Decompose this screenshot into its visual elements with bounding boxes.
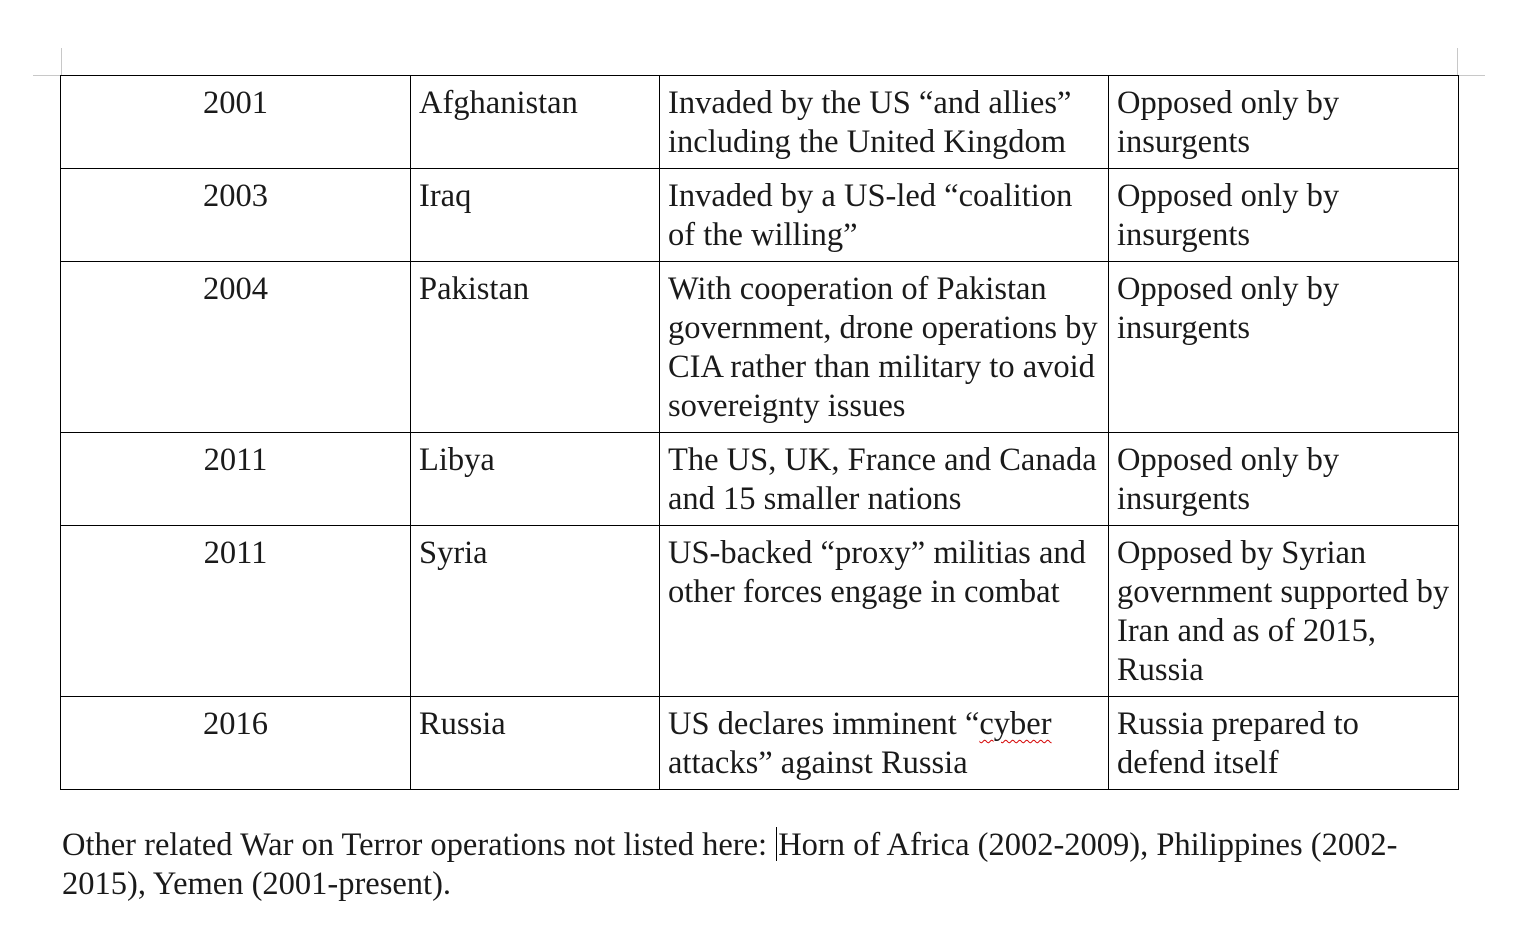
opposition-cell[interactable]: Opposed only by insurgents [1109, 262, 1459, 433]
opposition-cell[interactable]: Opposed by Syrian government supported by Iran and as of 2015, Russia [1109, 526, 1459, 697]
table-row [61, 433, 1459, 526]
action-cell[interactable]: Invaded by a US-led “coalition of the willing” [660, 169, 1109, 262]
footnote-paragraph[interactable] [62, 826, 1452, 904]
action-cell[interactable]: Invaded by the US “and allies” including the United Kingdom [660, 76, 1109, 169]
year-cell[interactable]: 2011 [61, 433, 411, 526]
opposition-cell[interactable]: Opposed only by insurgents [1109, 76, 1459, 169]
opposition-cell[interactable]: Russia prepared to defend itself [1109, 697, 1459, 790]
opposition-cell[interactable]: Opposed only by insurgents [1109, 433, 1459, 526]
country-cell[interactable]: Syria [411, 526, 660, 697]
country-cell[interactable]: Iraq [411, 169, 660, 262]
table-row [61, 262, 1459, 433]
margin-mark-left-horizontal [33, 75, 61, 76]
footnote-text-before-cursor: Other related War on Terror operations not listed here: [62, 827, 776, 863]
operations-table [60, 75, 1459, 790]
table-row [61, 169, 1459, 262]
country-cell[interactable]: Afghanistan [411, 76, 660, 169]
action-cell[interactable] [660, 697, 1109, 790]
action-text-before: US declares imminent “ [668, 706, 980, 742]
action-cell[interactable]: US-backed “proxy” militias and other forces engage in combat [660, 526, 1109, 697]
country-cell[interactable]: Russia [411, 697, 660, 790]
margin-mark-left-vertical [61, 48, 62, 76]
spellcheck-flagged-word[interactable]: cyber [979, 706, 1052, 742]
margin-mark-right-vertical [1457, 48, 1458, 76]
action-cell[interactable]: The US, UK, France and Canada and 15 smaller nations [660, 433, 1109, 526]
action-cell[interactable]: With cooperation of Pakistan government, drone operations by CIA rather than military to avoid sovereignty issues [660, 262, 1109, 433]
year-cell[interactable]: 2003 [61, 169, 411, 262]
footnote-text-after-cursor: Horn of Africa (2002-2009), Philippines (2002-2015), Yemen (2001-present). [62, 827, 1398, 902]
country-cell[interactable]: Pakistan [411, 262, 660, 433]
action-text-after: attacks” against Russia [668, 745, 968, 781]
year-cell[interactable]: 2011 [61, 526, 411, 697]
table-row [61, 76, 1459, 169]
opposition-cell[interactable]: Opposed only by insurgents [1109, 169, 1459, 262]
year-cell[interactable]: 2001 [61, 76, 411, 169]
year-cell[interactable]: 2004 [61, 262, 411, 433]
table-row [61, 697, 1459, 790]
country-cell[interactable]: Libya [411, 433, 660, 526]
margin-mark-right-horizontal [1457, 75, 1485, 76]
table-row [61, 526, 1459, 697]
year-cell[interactable]: 2016 [61, 697, 411, 790]
